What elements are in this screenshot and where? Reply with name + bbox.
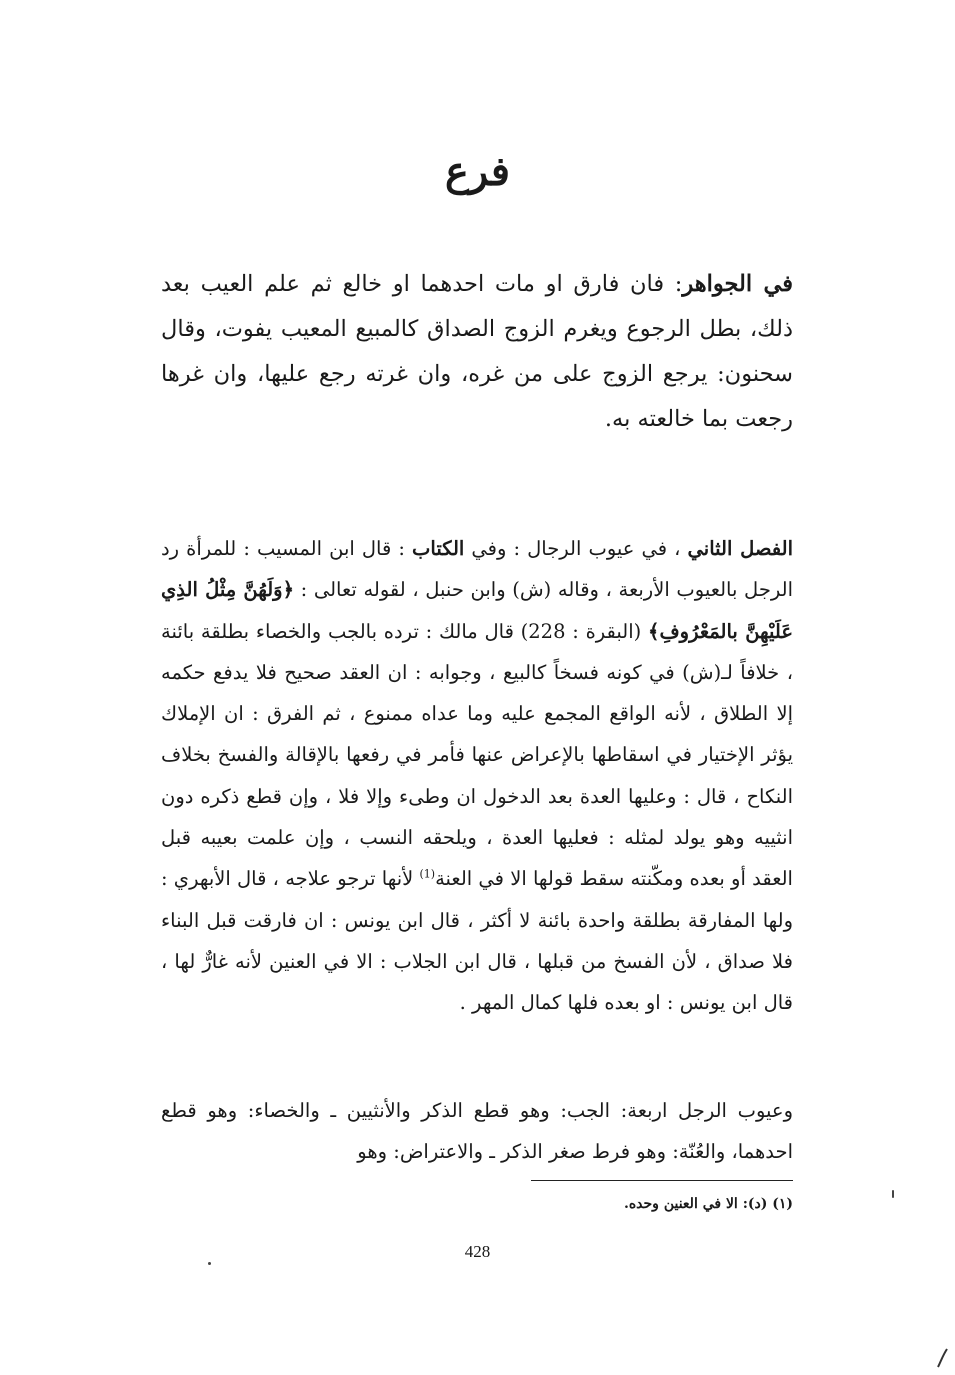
book-reference: الكتاب bbox=[412, 537, 465, 560]
footnote-reference: (1) bbox=[419, 867, 436, 881]
scan-speck bbox=[208, 1262, 211, 1265]
paragraph-text: (البقرة : 228) قال مالك : ترده بالجب والخصاء بطلقة بائنة ، خلافاً لـ(ش) في كونه فسخاً كالبيع ، وجوابه : ان العقد صحيح فلا يدفع حكمه إلا الطلاق ، لأنه الواقع المجمع عليه وما عداه ممنوع ، ثم الفرق : ان الإملاك يؤثر الإختيار في اسقاطها بالإعراض عنها فأمر في رفعها بالإقالة والفسخ بخلاف النكاح ، قال : وعليها العدة بعد الدخول ان وطىء وإلا فلا ، وإن قطع ذكره دون انثييه وهو يولد لمثله : فعليها العدة ، ويلحقه النسب ، وإن علمت بعيبه قبل العقد أو بعده ومكّنته سقط قولها الا في العنة bbox=[161, 619, 793, 891]
paragraph-text: وعيوب الرجل اربعة: الجب: وهو قطع الذكر والأنثيين ـ والخصاء: وهو قطع احدهما، والعُنّة: وهو فرط صغر الذكر ـ والاعتراض: وهو bbox=[161, 1099, 793, 1163]
paragraph-second-chapter bbox=[161, 528, 793, 1024]
footnote: (١) (د): الا في العنين وحده. bbox=[623, 1196, 793, 1212]
quran-verse: ﴿وَلَهُنَّ مِثْلُ الذِي عَلَيْهِنَّ بالمَعْرُوفِ﴾ bbox=[161, 578, 794, 643]
paragraph-jawahir bbox=[161, 262, 793, 442]
paragraph-text: : قال ابن المسيب : للمرأة رد الرجل بالعيوب الأربعة ، وقاله (ش) وابن حنبل ، لقوله تعالى : bbox=[161, 537, 793, 602]
paragraph-defects-list bbox=[161, 1090, 793, 1172]
chapter-lead: الفصل الثاني bbox=[687, 537, 793, 560]
scan-speck bbox=[892, 1190, 894, 1198]
section-heading: فرع bbox=[444, 148, 511, 195]
page-number: 428 bbox=[464, 1242, 491, 1261]
paragraph-text: ، في عيوب الرجال : وفي bbox=[471, 537, 681, 560]
source-lead: في الجواهر bbox=[682, 271, 793, 297]
paragraph-text: : فان فارق او مات احدهما او خالع ثم علم العيب بعد ذلك، بطل الرجوع ويغرم الزوج الصداق كالمبيع المعيب يفوت، وقال سحنون: يرجع الزوج على من غره، وان غرته رجع عليها، وان غرها رجعت بما خالعته به. bbox=[161, 271, 793, 432]
page-edge-mark bbox=[935, 1347, 951, 1369]
footnote-divider bbox=[531, 1180, 793, 1181]
paragraph-text: لأنها ترجو علاجه ، قال الأبهري : ولها المفارقة بطلقة واحدة بائنة لا أكثر ، قال ابن يونس : ان فارقت قبل البناء فلا صداق ، لأن الفسخ من قبلها ، قال ابن الجلاب : الا في العنين لأنه غارٌّ لها ، قال ابن يونس : او بعده فلها كمال المهر . bbox=[161, 867, 793, 1015]
